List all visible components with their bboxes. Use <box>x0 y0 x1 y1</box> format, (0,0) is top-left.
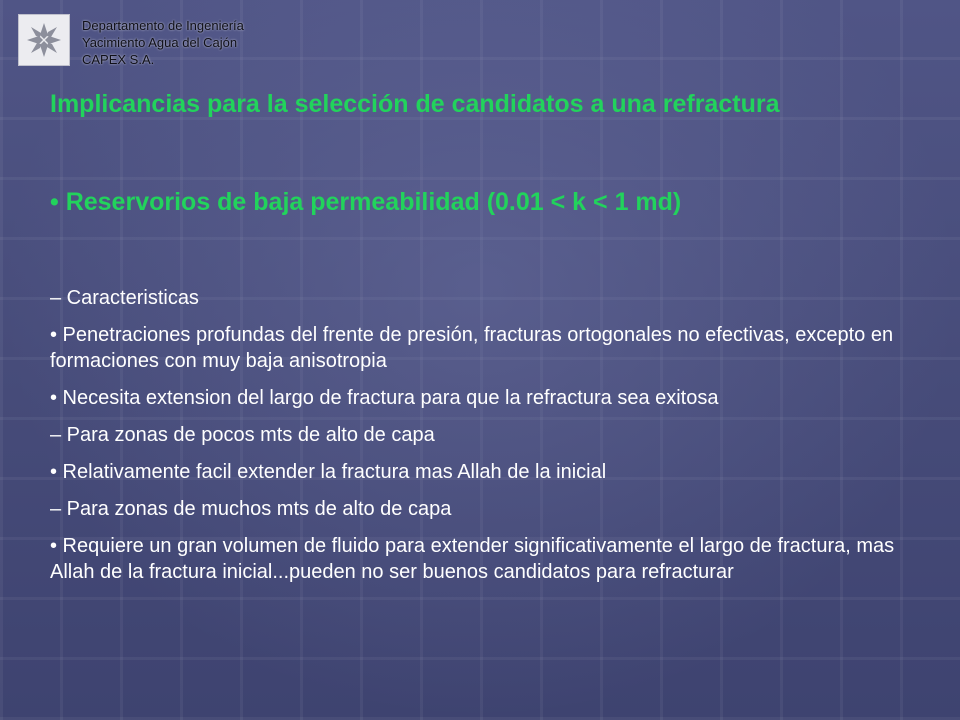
body-line: – Caracteristicas <box>50 287 199 309</box>
org-company: CAPEX S.A. <box>82 52 155 67</box>
body-line: • Necesita extension del largo de fractura para que la refractura sea exitosa <box>50 387 719 409</box>
body-line: – Para zonas de pocos mts de alto de capa <box>50 424 435 446</box>
logo-mark-icon <box>19 15 69 65</box>
organization-header <box>82 17 244 68</box>
body-line: – Para zonas de muchos mts de alto de capa <box>50 498 452 520</box>
body-line: • Relativamente facil extender la fractura mas Allah de la inicial <box>50 461 607 483</box>
slide-title: Implicancias para la selección de candidatos a una refractura <box>50 90 780 118</box>
org-site: Yacimiento Agua del Cajón <box>82 35 238 50</box>
slide-body <box>50 285 920 596</box>
body-line: • Requiere un gran volumen de fluido para extender significativamente el largo de fractura, mas Allah de la fractura inicial...pueden no ser buenos candidatos para refracturar <box>50 535 895 583</box>
body-line: • Penetraciones profundas del frente de presión, fracturas ortogonales no efectivas, excepto en formaciones con muy baja anisotropia <box>50 324 894 372</box>
slide-subtitle: • Reservorios de baja permeabilidad (0.01 < k < 1 md) <box>50 188 682 216</box>
org-department: Departamento de Ingeniería <box>82 18 244 33</box>
company-logo-icon <box>18 14 70 66</box>
